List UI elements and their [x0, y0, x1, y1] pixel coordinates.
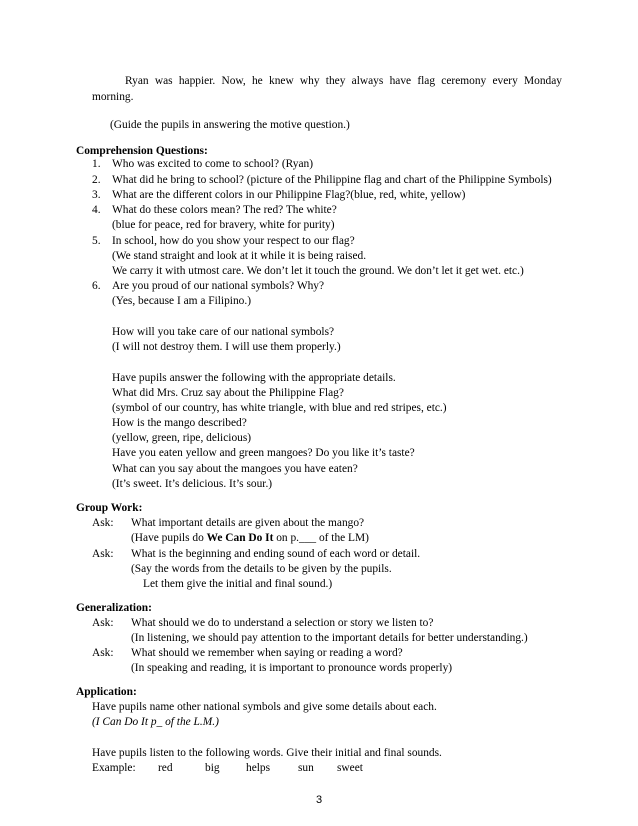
group-question-2: What is the beginning and ending sound of each word or detail.	[131, 548, 421, 560]
list-item-number: 5.	[92, 235, 101, 247]
generalization-question-2: What should we remember when saying or reading a word?	[131, 647, 403, 659]
example-word: sun	[298, 762, 314, 774]
list-item: In school, how do you show your respect to our flag?	[112, 235, 355, 247]
comprehension-heading: Comprehension Questions:	[76, 145, 208, 157]
list-item: Are you proud of our national symbols? Why?	[112, 280, 325, 292]
list-item-number: 4.	[92, 204, 101, 216]
guide-note: (Guide the pupils in answering the motive question.)	[110, 119, 350, 131]
group-answer-2: (Say the words from the details to be given by the pupils.	[131, 563, 392, 575]
page-number: 3	[315, 794, 323, 806]
group-work-heading: Group Work:	[76, 502, 143, 514]
list-item-number: 1.	[92, 158, 101, 170]
group-answer-2b: Let them give the initial and final sound.)	[143, 578, 333, 590]
example-word: big	[205, 762, 220, 774]
details-line: What can you say about the mangoes you have eaten?	[112, 463, 358, 475]
care-answer: (I will not destroy them. I will use them properly.)	[112, 341, 341, 353]
list-item-answer: (Yes, because I am a Filipino.)	[112, 295, 251, 307]
generalization-question-1: What should we do to understand a selection or story we listen to?	[131, 617, 434, 629]
example-label: Example:	[92, 762, 136, 774]
details-line: Have pupils answer the following with the appropriate details.	[112, 372, 396, 384]
list-item: What do these colors mean? The red? The white?	[112, 204, 337, 216]
generalization-heading: Generalization:	[76, 602, 152, 614]
ask-label: Ask:	[92, 647, 114, 659]
details-line: How is the mango described?	[112, 417, 247, 429]
generalization-answer-2: (In speaking and reading, it is important to pronounce words properly)	[131, 662, 453, 674]
list-item: What are the different colors in our Philippine Flag?(blue, red, white, yellow)	[112, 189, 466, 201]
example-word: helps	[246, 762, 271, 774]
list-item-number: 6.	[92, 280, 101, 292]
generalization-answer-1: (In listening, we should pay attention to the important details for better understanding.)	[131, 632, 528, 644]
list-item-number: 3.	[92, 189, 101, 201]
intro-line-1: Ryan was happier. Now, he knew why they always have flag ceremony every Monday	[125, 75, 562, 87]
group-question-1: What important details are given about the mango?	[131, 517, 365, 529]
details-line: Have you eaten yellow and green mangoes? Do you like it’s taste?	[112, 447, 415, 459]
list-item: What did he bring to school? (picture of the Philippine flag and chart of the Philippine Symbols)	[112, 174, 552, 186]
list-item-answer: We carry it with utmost care. We don’t let it touch the ground. We don’t let it get wet. etc.)	[112, 265, 524, 277]
application-line-2: (I Can Do It p_ of the L.M.)	[92, 716, 219, 728]
details-line: What did Mrs. Cruz say about the Philippine Flag?	[112, 387, 344, 399]
list-item-number: 2.	[92, 174, 101, 186]
care-question: How will you take care of our national symbols?	[112, 326, 335, 338]
ask-label: Ask:	[92, 548, 114, 560]
application-heading: Application:	[76, 686, 137, 698]
example-word: red	[158, 762, 173, 774]
group-answer-1: (Have pupils do We Can Do It on p.___ of the LM)	[131, 532, 369, 544]
we-can-do-it-label: We Can Do It	[206, 532, 274, 544]
list-item-answer: (We stand straight and look at it while it is being raised.	[112, 250, 367, 262]
details-line: (It’s sweet. It’s delicious. It’s sour.)	[112, 478, 273, 490]
details-line: (symbol of our country, has white triangle, with blue and red stripes, etc.)	[112, 402, 447, 414]
ask-label: Ask:	[92, 517, 114, 529]
example-word: sweet	[337, 762, 363, 774]
intro-line-2: morning.	[92, 91, 134, 103]
ask-label: Ask:	[92, 617, 114, 629]
details-line: (yellow, green, ripe, delicious)	[112, 432, 252, 444]
list-item-answer: (blue for peace, red for bravery, white for purity)	[112, 219, 335, 231]
application-line-3: Have pupils listen to the following words. Give their initial and final sounds.	[92, 747, 442, 759]
application-line-1: Have pupils name other national symbols and give some details about each.	[92, 701, 437, 713]
list-item: Who was excited to come to school? (Ryan)	[112, 158, 314, 170]
